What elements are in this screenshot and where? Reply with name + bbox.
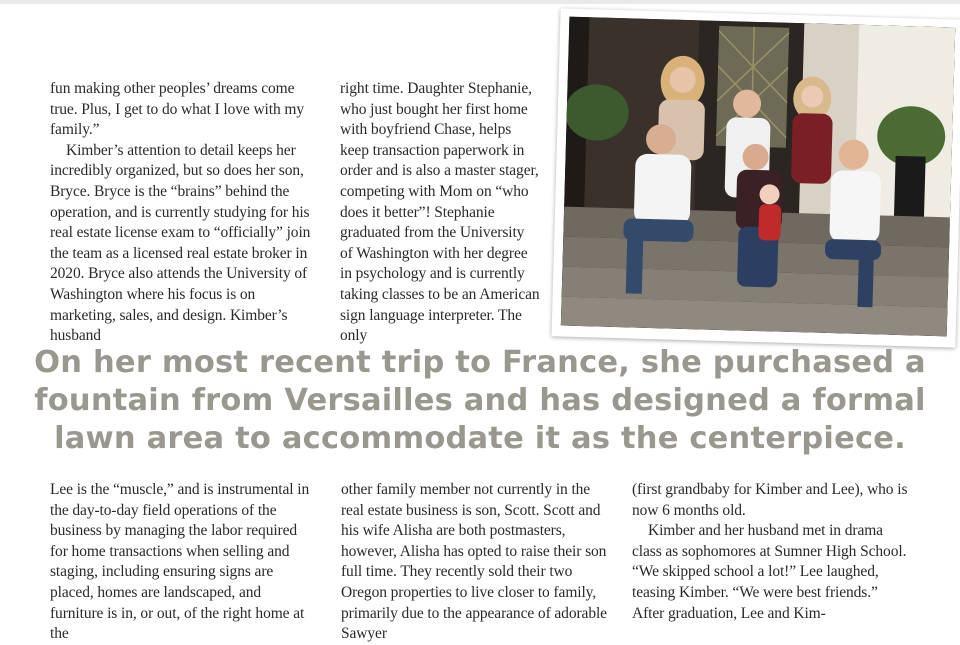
- family-photo-frame: [551, 8, 960, 347]
- paragraph: Kimber and her husband met in drama class as sophomores at Sumner High School. “We skipped school a lot!” Lee laughed, teasing Kimber. “We were best friends.” After graduation, Lee and Kim-: [632, 522, 907, 622]
- paragraph: Kimber’s attention to detail keeps her incredibly organized, but so does her son, Bryce. Bryce is the “brains” behind the operation, and is currently studying for his real estate license exam to “officially” join the team as a licensed real estate broker in 2020. Bryce also attends the University of Washington where his focus is on marketing, sales, and design. Kimber’s husband: [50, 141, 311, 345]
- pull-quote-line: On her most recent trip to France, she purchased a: [34, 345, 926, 380]
- paragraph: (first grandbaby for Kimber and Lee), who is now 6 months old.: [632, 481, 908, 519]
- paragraph: fun making other peoples’ dreams come true. Plus, I get to do what I love with my family.”: [50, 80, 305, 139]
- paragraph: right time. Daughter Stephanie, who just bought her first home with boyfriend Chase, helps keep transaction paperwork in order and is also a master stager, competing with Mom on “who does it better”! Stephanie graduated from the University of Washington with her degree in psychology and is currently taking classes to be an American sign language interpreter. The only: [340, 80, 540, 345]
- family-photo: [561, 17, 955, 337]
- top-rule: [0, 0, 960, 4]
- family-photo-image: [561, 17, 955, 337]
- paragraph: Lee is the “muscle,” and is instrumental in the day-to-day field operations of the business by managing the labor required for home transactions when selling and staging, including ensuring signs are placed, homes are landscaped, and furniture is in, or out, of the right home at the: [50, 481, 310, 643]
- pull-quote-line: lawn area to accommodate it as the centerpiece.: [54, 421, 906, 456]
- pull-quote: [30, 344, 930, 458]
- paragraph: other family member not currently in the real estate business is son, Scott. Scott and his wife Alisha are both postmasters, however, Alisha has opted to raise their son full time. They recently sold their two Oregon properties to live closer to family, primarily due to the appearance of adorable Sawyer: [341, 481, 607, 643]
- article-column-4: [341, 480, 616, 645]
- article-column-1: [50, 79, 322, 347]
- pull-quote-line: fountain from Versailles and has designed a formal: [34, 383, 926, 418]
- article-column-2: [340, 79, 540, 347]
- article-column-5: [632, 480, 912, 624]
- article-column-3: [50, 480, 318, 645]
